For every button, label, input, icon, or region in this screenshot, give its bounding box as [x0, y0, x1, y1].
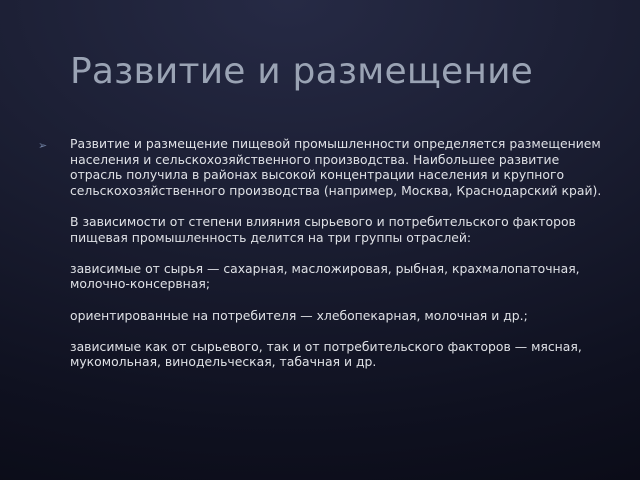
paragraph-intro: Развитие и размещение пищевой промышленности определяется размещением населения и сельскохозяйственного производства. Наибольшее развитие отрасль получила в районах высокой концентрации населения и крупного сельскохозяйственного производства (например, Москва, Краснодарский край). [70, 136, 602, 198]
paragraph-raw-dependent: зависимые от сырья — сахарная, масложировая, рыбная, крахмалопаточная, молочно-консервная; [70, 260, 580, 292]
slide-body [70, 136, 610, 370]
paragraph-groups: В зависимости от степени влияния сырьевого и потребительского факторов пищевая промышленность делится на три группы отраслей: [70, 213, 576, 245]
slide-title: Развитие и размещение [70, 51, 534, 92]
paragraph-consumer-oriented: ориентированные на потребителя — хлебопекарная, молочная и др.; [70, 307, 528, 323]
paragraph-mixed-dependent: зависимые как от сырьевого, так и от потребительского факторов — мясная, мукомольная, винодельческая, табачная и др. [70, 338, 582, 370]
bullet-arrow-icon: ➢ [38, 139, 48, 152]
